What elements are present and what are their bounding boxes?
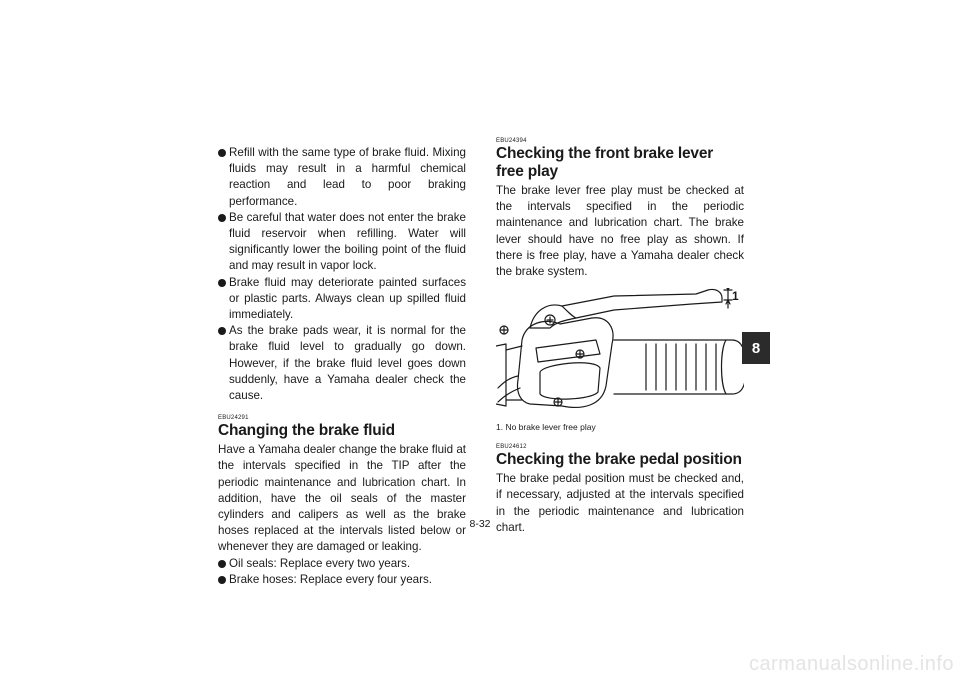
chapter-tab: 8 (742, 332, 770, 364)
section-body: Have a Yamaha dealer change the brake fluid at the intervals specified in the TIP after the periodic maintenance and lubrication chart. In addition, have the oil seals of the master cylinders and calipers as well as the brake hoses replaced at the intervals listed below or whenever they are damaged or leaking. (218, 443, 466, 554)
page-number: 8-32 (469, 518, 491, 530)
section-body: The brake pedal position must be checked and, if necessary, adjusted at the intervals specified in the periodic maintenance and lubrication chart. (496, 472, 744, 534)
section-code: EBU24291 (218, 415, 249, 422)
figure-caption: 1. No brake lever free play (496, 422, 596, 433)
list-item: As the brake pads wear, it is normal for the brake fluid level to gradually go down. However, if the brake fluid level goes down suddenly, have a Yamaha dealer check the cause. (218, 323, 466, 404)
list-item: Be careful that water does not enter the brake fluid reservoir when refilling. Water will significantly lower the boiling point of the fluid and may result in vapor lock. (218, 210, 466, 275)
list-item: Brake fluid may deteriorate painted surfaces or plastic parts. Always clean up spilled fluid immediately. (218, 275, 466, 324)
list-item: Oil seals: Replace every two years. (218, 556, 466, 572)
list-item: Refill with the same type of brake fluid. Mixing fluids may result in a harmful chemical reaction and lead to poor braking performance. (218, 145, 466, 210)
section-title: Changing the brake fluid (218, 422, 395, 440)
list-item: Brake hoses: Replace every four years. (218, 572, 466, 588)
brake-lever-illustration (496, 288, 744, 418)
section-title: Checking the brake pedal position (496, 451, 742, 469)
watermark: carmanualsonline.info (748, 653, 954, 675)
brake-lever-drawing (496, 288, 744, 418)
section-code: EBU24612 (496, 444, 527, 451)
section-title: Checking the front brake lever free play (496, 145, 714, 180)
replacement-interval-list (218, 556, 466, 588)
right-column (496, 138, 744, 536)
section-body: The brake lever free play must be checked at the intervals specified in the periodic maintenance and lubrication chart. The brake lever should have no free play as shown. If there is free play, have a Yamaha dealer check the brake system. (496, 184, 744, 279)
figure-callout-label: 1 (732, 289, 739, 304)
section-code: EBU24394 (496, 138, 527, 144)
brake-fluid-notes-list (218, 145, 466, 404)
